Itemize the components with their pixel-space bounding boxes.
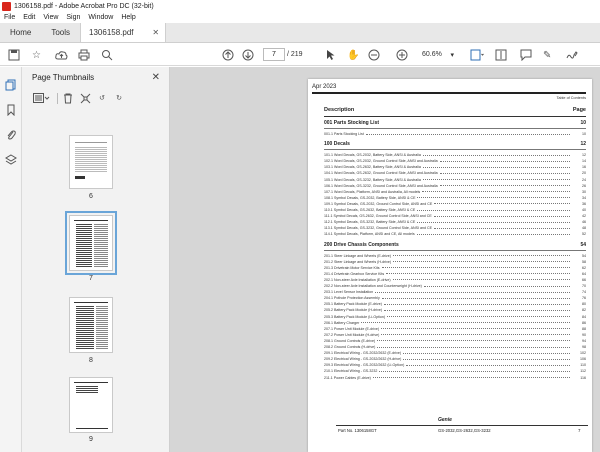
toc-item-title: 001.1 Parts Stocking List: [324, 132, 364, 136]
toc-item[interactable]: [324, 331, 586, 337]
toc-leader: [403, 353, 570, 354]
toc-leader: [423, 179, 570, 180]
toc-item-title: 111.1 Symbol Decals, GS-2632, Ground Control Side, ANSI and CE: [324, 214, 432, 219]
options-menu-icon[interactable]: [32, 92, 52, 104]
menu-view[interactable]: View: [43, 14, 59, 21]
window-title: 1306158.pdf - Adobe Acrobat Pro DC (32-bit): [14, 2, 154, 10]
select-cursor-icon[interactable]: [326, 48, 336, 62]
toc-item-title: 209.2 Electrical Wiring - GS-2032/2632 (H-drive): [324, 357, 402, 362]
toc-item[interactable]: [324, 212, 586, 218]
toc-item-page: 40: [582, 208, 586, 212]
toc-item-page: 48: [582, 226, 586, 231]
toc-item-page: 16: [582, 165, 586, 170]
toc-item[interactable]: [324, 306, 586, 312]
zoom-in-icon[interactable]: [396, 48, 408, 62]
toc-leader: [406, 365, 570, 366]
toc-item[interactable]: [324, 367, 586, 373]
toc-item-title: 207.2 Power Unit Module (H-drive): [324, 332, 380, 337]
toc-item[interactable]: [324, 151, 586, 157]
toc-item[interactable]: [324, 176, 586, 182]
toc-item-title: 205.3 Battery Pack Module (Li-Option): [324, 314, 386, 319]
tab-document[interactable]: [80, 23, 166, 42]
toc-item-title: 101.1 Word Decals, GS-2032, Battery Side, ANSI & Australia: [324, 153, 421, 158]
thumbnail-page-9[interactable]: [69, 377, 113, 433]
toc-leader: [361, 322, 570, 323]
toc-item[interactable]: [324, 337, 586, 343]
page-thumbnails-icon[interactable]: [5, 79, 17, 91]
tab-document-label: 1306158.pdf: [89, 28, 134, 37]
bookmark-star-icon[interactable]: ☆: [32, 49, 41, 61]
toc-leader: [377, 340, 570, 341]
toc-item[interactable]: [324, 206, 586, 212]
toc-leader: [377, 347, 570, 348]
toc-item[interactable]: [324, 163, 586, 169]
toc-section-page: 12: [580, 141, 586, 148]
panel-toolbar: [22, 89, 170, 107]
document-viewer[interactable]: [170, 67, 600, 452]
toc-leader: [403, 359, 570, 360]
header-rule: [312, 92, 586, 94]
menu-help[interactable]: Help: [121, 14, 136, 21]
toc-item-page: 64: [582, 271, 586, 276]
attachment-paperclip-icon[interactable]: [5, 129, 17, 141]
toc-item-page: 94: [582, 338, 586, 343]
toc-item[interactable]: [324, 258, 586, 264]
toc-item[interactable]: [324, 252, 586, 258]
toc-section-page: 54: [580, 241, 586, 248]
toc-item-page: 84: [582, 314, 586, 319]
toc-item-page: 62: [582, 265, 586, 270]
toc-item-page: 80: [582, 302, 586, 307]
footer-rule: [336, 425, 588, 426]
toc-item[interactable]: [324, 276, 586, 282]
thumbnail-page-7[interactable]: [69, 215, 113, 271]
toc-section-title: 100 Decals: [324, 141, 350, 148]
toc-item-title: 201.3 Drivetrain Motor Service Kits: [324, 265, 380, 270]
chevron-down-icon: ▾: [450, 51, 454, 59]
toc-item-title: 209.1 Electrical Wiring - GS-2032/2632 (E-drive): [324, 351, 402, 356]
toc-item-page: 90: [582, 332, 586, 337]
tab-bar: [0, 23, 600, 43]
toc-item-page: 82: [582, 308, 586, 313]
toc-item-page: 98: [582, 345, 586, 349]
toc-item-page: 58: [582, 259, 586, 264]
toc-item-title: 107.1 Word Decals, Platform, ANSI and Australia, All models: [324, 189, 421, 194]
toc-item[interactable]: [324, 361, 586, 367]
toc-section-page: 10: [580, 120, 586, 126]
thumbnail-label: 8: [89, 357, 93, 364]
toc-item-title: 201.4 Drivetrain Gearbox Service Kits: [324, 271, 385, 276]
toc-item-page: 34: [582, 195, 586, 200]
save-icon[interactable]: [8, 48, 20, 62]
toc-item-title: 208.2 Ground Controls (H-drive): [324, 345, 376, 349]
toc-item-page: 66: [582, 277, 586, 282]
toc-leader: [384, 304, 570, 305]
toc-leader: [440, 185, 570, 186]
toc-leader: [434, 203, 570, 204]
toc-item[interactable]: [324, 294, 586, 300]
toc-item-title: 202.2 Non-steer Axle Installation and Counterweight (H-drive): [324, 284, 422, 288]
page-number-input[interactable]: 7: [263, 48, 285, 61]
draw-signature-icon[interactable]: [566, 48, 578, 62]
toc-leader: [381, 328, 570, 329]
rotate-clockwise-icon[interactable]: ↻: [116, 95, 122, 102]
toc-item-page: 54: [582, 253, 586, 258]
rotate-counterclockwise-icon[interactable]: ↺: [99, 95, 105, 102]
toc-item-page: 88: [582, 326, 586, 331]
toc-item-title: 202.1 Non-steer Axle Installation (E-drive): [324, 277, 391, 282]
toc-item-title: 207.1 Power Unit Module (E-drive): [324, 326, 380, 331]
toc-leader: [366, 134, 570, 135]
navigation-rail: [0, 67, 22, 452]
toc-item-page: 70: [582, 284, 586, 288]
delete-page-icon[interactable]: [62, 92, 74, 104]
toc-item-title: 105.1 Word Decals, GS-3232, Battery Side, ANSI & Australia: [324, 177, 421, 182]
toc-leader: [386, 273, 570, 274]
toc-leader: [440, 161, 570, 162]
upload-cloud-icon[interactable]: [55, 48, 68, 62]
toc-item[interactable]: [324, 319, 586, 325]
toc-leader: [434, 228, 570, 229]
toc-item-title: 106.1 Word Decals, GS-3232, Ground Control Side, ANSI and Australia: [324, 183, 438, 188]
page-column-header: Page: [572, 107, 586, 113]
toc-leader: [423, 155, 570, 156]
comment-icon[interactable]: [520, 48, 532, 62]
toc-leader: [417, 234, 570, 235]
toc-item[interactable]: [324, 264, 586, 270]
tab-tools[interactable]: Tools: [51, 28, 71, 37]
toc-item-title: 112.1 Symbol Decals, GS-3232, Battery Side, ANSI & CE: [324, 220, 416, 225]
toc-item-page: 14: [582, 159, 586, 164]
toc-item[interactable]: [324, 313, 586, 319]
toc-item-page: 110: [580, 363, 586, 368]
toc-leader: [423, 167, 570, 168]
toc-item-title: 204.1 Pothole Protection Assembly: [324, 296, 380, 301]
toc-section-title: 001 Parts Stocking List: [324, 120, 380, 126]
toc-item-page: 102: [580, 351, 586, 356]
find-text-icon[interactable]: [101, 48, 113, 62]
hand-tool-icon[interactable]: ✋: [347, 49, 360, 61]
toc-item-page: 52: [582, 232, 586, 237]
toc-item[interactable]: [324, 194, 586, 200]
toc-leader: [393, 279, 570, 280]
toc-item-page: 112: [580, 369, 586, 374]
menu-bar: [0, 12, 600, 23]
thumbnail-page-6[interactable]: [69, 135, 113, 189]
toc-item-page: 106: [580, 357, 586, 362]
toc-leader: [440, 173, 570, 174]
print-icon[interactable]: [78, 48, 90, 62]
toc-item[interactable]: [324, 218, 586, 224]
toc-leader: [387, 316, 570, 317]
toc-item[interactable]: [324, 288, 586, 294]
footer-models: GS-2032,GS-2632,GS-3232: [438, 428, 491, 433]
toc-item[interactable]: [324, 343, 586, 349]
genie-logo: Genie: [438, 417, 452, 423]
footer-part-number: Part No. 1306158GT: [338, 428, 377, 433]
title-bar: [0, 0, 600, 12]
toc-item[interactable]: [324, 224, 586, 230]
toc-leader: [417, 222, 570, 223]
toc-item-title: 109.1 Symbol Decals, GS-2032, Ground Control Side, ANSI and CE: [324, 201, 433, 206]
highlight-pen-icon[interactable]: ✎: [543, 49, 552, 61]
footer-page-number: 7: [578, 428, 581, 433]
toc-item-page: 30: [582, 189, 586, 194]
toc-item-page: 86: [582, 320, 586, 325]
toc-leader: [382, 267, 570, 268]
toc-leader: [424, 286, 570, 287]
toc-item-page: 26: [582, 183, 586, 188]
toolbar-separator: [57, 93, 58, 104]
extract-pages-icon[interactable]: [79, 92, 91, 104]
toc-leader: [373, 377, 570, 378]
toc-item-page: 46: [582, 220, 586, 225]
page-total: / 219: [287, 51, 303, 58]
toc-item[interactable]: [324, 230, 586, 236]
toc-leader: [393, 255, 570, 256]
description-column-header: Description: [324, 107, 355, 113]
main-toolbar: [0, 44, 600, 66]
toc-item-page: 74: [582, 290, 586, 295]
toc-item[interactable]: [324, 374, 586, 380]
toc-item[interactable]: [324, 130, 586, 136]
section-rule: [324, 250, 586, 251]
toc-leader: [384, 310, 570, 311]
toc-item[interactable]: [324, 188, 586, 194]
toc-item-page: 42: [582, 214, 586, 219]
toc-item-title: 205.1 Battery Pack Module (E-drive): [324, 302, 382, 307]
toc-item-page: 36: [582, 201, 586, 206]
pdf-page: [308, 79, 592, 452]
toc-item-title: 110.1 Symbol Decals, GS-2632, Battery Side, ANSI & CE: [324, 208, 416, 212]
toc-item[interactable]: [324, 169, 586, 175]
thumbnail-label: 9: [89, 436, 93, 443]
toc-item[interactable]: [324, 325, 586, 331]
toc-item-title: 208.1 Ground Controls (E-drive): [324, 338, 376, 343]
close-tab-icon[interactable]: ✕: [152, 28, 160, 37]
toc-item[interactable]: [324, 355, 586, 361]
toc-item-page: 116: [580, 375, 586, 380]
toc-item-title: 102.1 Word Decals, GS-2032, Ground Control Side, ANSI and Australia: [324, 159, 438, 164]
panel-header: [22, 67, 170, 87]
thumbnail-page-8[interactable]: [69, 297, 113, 353]
menu-sign[interactable]: Sign: [66, 14, 81, 21]
toc-leader: [393, 261, 570, 262]
column-header-rule: [324, 116, 586, 117]
toc-section[interactable]: [324, 141, 586, 147]
fit-page-icon[interactable]: [470, 48, 484, 62]
toc-item-page: 20: [582, 171, 586, 176]
thumbnail-label: 7: [89, 275, 93, 282]
page-thumbnails-panel: [22, 67, 170, 452]
toc-item[interactable]: [324, 349, 586, 355]
previous-page-icon[interactable]: [222, 48, 234, 62]
toc-item-title: 206.1 Battery Charger: [324, 320, 360, 325]
toc-item-title: 201.2 Steer Linkage and Wheels (H-drive): [324, 259, 392, 264]
acrobat-logo-icon: [2, 2, 11, 11]
toc-item-title: 210.1 Electrical Wiring - GS-3232: [324, 369, 378, 374]
toc-item-title: 211.1 Power Cables (E-drive): [324, 375, 371, 380]
toc-leader: [381, 334, 570, 335]
toc-leader: [422, 191, 570, 192]
toc-label: Table of Contents: [556, 96, 586, 100]
layers-icon[interactable]: [5, 154, 17, 166]
toc-item[interactable]: [324, 157, 586, 163]
zoom-level-value: 60.6%: [422, 51, 442, 58]
toc-item[interactable]: [324, 300, 586, 306]
toc-item-title: 104.1 Word Decals, GS-2632, Ground Control Side, ANSI and Australia: [324, 171, 438, 176]
toc-leader: [417, 210, 570, 211]
tab-home[interactable]: Home: [10, 28, 32, 37]
page-header-date: Apr 2023: [312, 84, 337, 90]
toc-item[interactable]: [324, 282, 586, 288]
toc-leader: [417, 197, 570, 198]
menu-window[interactable]: Window: [88, 14, 114, 21]
toc-item-page: 24: [582, 177, 586, 182]
toc-leader: [375, 292, 570, 293]
section-rule: [324, 128, 586, 129]
toc-item-title: 201.1 Steer Linkage and Wheels (E-drive): [324, 253, 391, 258]
toc-section-title: 200 Drive Chassis Components: [324, 241, 399, 248]
toc-item-page: 10: [582, 132, 586, 136]
toc-item-page: 76: [582, 296, 586, 301]
toc-section[interactable]: [324, 120, 586, 126]
panel-title: Page Thumbnails: [32, 72, 95, 82]
toc-item[interactable]: [324, 270, 586, 276]
toc-item-title: 114.1 Symbol Decals, Platform, ANSI and CE, All models: [324, 232, 415, 237]
toc-item[interactable]: [324, 182, 586, 188]
zoom-out-icon[interactable]: [368, 48, 380, 62]
toc-item-title: 205.2 Battery Pack Module (H-drive): [324, 308, 383, 313]
toc-section[interactable]: [324, 242, 586, 248]
next-page-icon[interactable]: [242, 48, 254, 62]
toc-item-title: 108.1 Symbol Decals, GS-2032, Battery Side, ANSI & CE: [324, 195, 416, 200]
bookmark-icon[interactable]: [5, 104, 17, 116]
toc-item-page: 12: [582, 153, 586, 158]
toc-item-title: 113.1 Symbol Decals, GS-3232, Ground Control Side, ANSI and CE: [324, 226, 433, 231]
toc-item[interactable]: [324, 200, 586, 206]
toc-leader: [434, 216, 570, 217]
toc-item-title: 103.1 Word Decals, GS-2632, Battery Side, ANSI & Australia: [324, 165, 421, 170]
menu-edit[interactable]: Edit: [23, 14, 36, 21]
section-rule: [324, 149, 586, 150]
zoom-level-select[interactable]: [420, 48, 456, 61]
toc-item-title: 209.3 Electrical Wiring - GS-2032/2632 (Li-Option): [324, 363, 405, 368]
scroll-mode-icon[interactable]: [495, 48, 507, 62]
thumbnail-label: 6: [89, 193, 93, 200]
close-panel-icon[interactable]: ✕: [151, 71, 160, 83]
toc-leader: [379, 371, 570, 372]
toc-leader: [382, 298, 570, 299]
menu-file[interactable]: File: [4, 14, 16, 21]
toc-item-title: 203.1 Level Sensor Installation: [324, 290, 374, 295]
